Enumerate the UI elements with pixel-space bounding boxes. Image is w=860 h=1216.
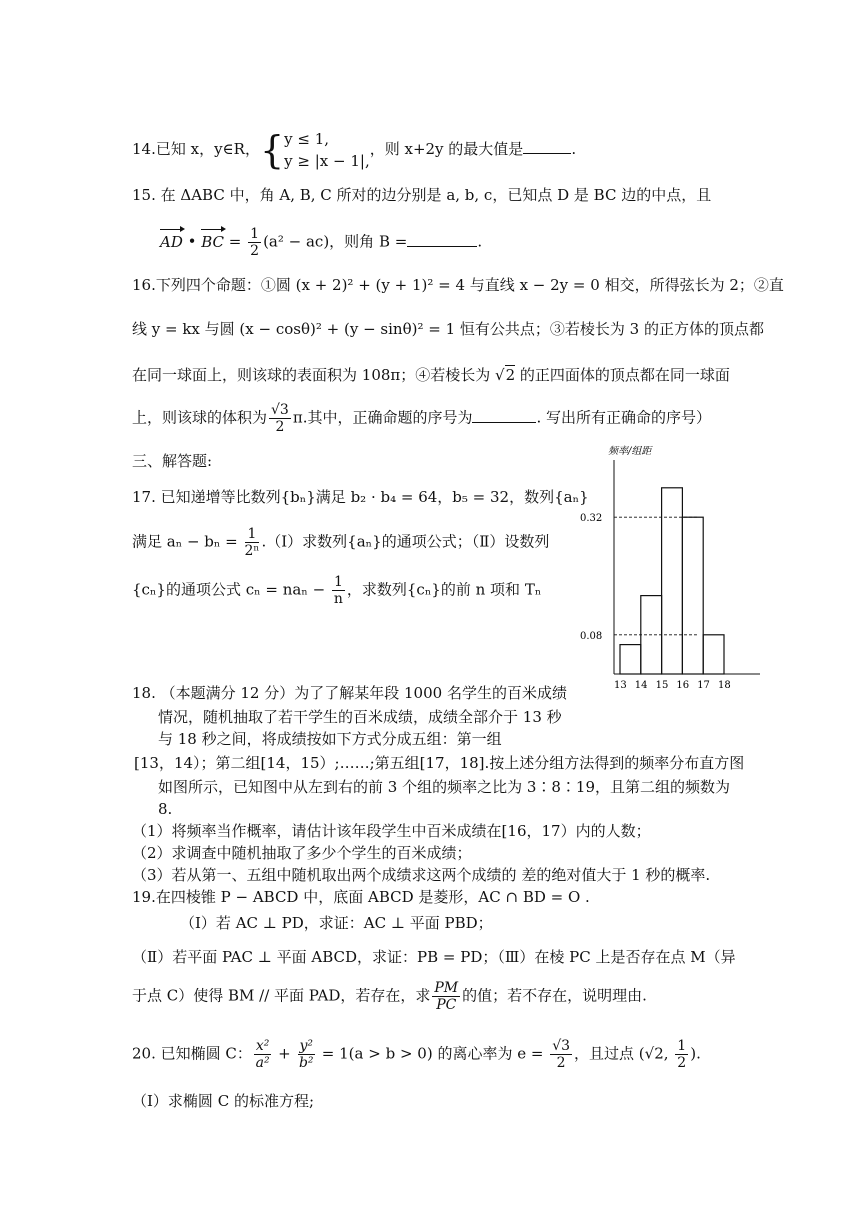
question-18-sub3: （3）若从第一、五组中随机取出两个成绩求这两个成绩的 差的绝对值大于 1 秒的概率. — [132, 866, 711, 884]
vector-ad: AD — [160, 232, 183, 251]
frequency-histogram — [578, 446, 758, 691]
question-15-line1 — [132, 184, 711, 206]
histogram-bar — [662, 488, 683, 674]
question-16-line3: 在同一球面上，则该球的表面积为 108π；④若棱长为 √2 的正四面体的顶点都在同一球面 — [132, 366, 730, 384]
question-20-line2: （Ⅰ）求椭圆 C 的标准方程; — [132, 1092, 314, 1110]
x-tick-label: 16 — [676, 680, 690, 691]
q15-text: 15. 在 ΔABC 中，角 A, B, C 所对的边分别是 a, b, c，已知点 D 是 BC 边的中点，且 — [132, 186, 712, 204]
x-tick-label: 18 — [718, 680, 731, 691]
y-tick-label: 0.08 — [580, 630, 603, 642]
q15-expr: (a² − ac)，则角 B = — [263, 232, 408, 251]
histogram-bar — [703, 635, 724, 674]
question-18-sub1: （1）将频率当作概率，请估计该年段学生中百米成绩在[16，17）内的人数； — [132, 822, 651, 840]
answer-blank-15 — [407, 232, 477, 247]
vector-bc: BC — [201, 232, 225, 251]
x-tick-label: 13 — [614, 680, 627, 691]
section-heading: 三、解答题: — [132, 452, 213, 470]
q14-cond2: y ≥ |x − 1|, — [284, 152, 370, 170]
fraction-half: $\frac{1}{2}$ — [250, 226, 260, 259]
histogram-bar — [620, 645, 641, 674]
brace-icon: { — [259, 128, 285, 172]
question-19-line2: （Ⅰ）若 AC ⊥ PD，求证：AC ⊥ 平面 PBD； — [180, 914, 493, 932]
question-19-line4: 于点 C）使得 BM // 平面 PAD，若存在，求 $\frac{PM}{PC}$ 的值；若不存在，说明理由. — [132, 980, 647, 1013]
x-tick-label: 14 — [634, 680, 648, 691]
question-18-line3: 与 18 秒之间，将成绩按如下方式分成五组：第一组 — [158, 730, 502, 748]
q14-end: . — [571, 140, 577, 158]
question-17-line2: 满足 aₙ − bₙ = $\frac{1}{\text{2ⁿ}}$ .（Ⅰ）求数列{aₙ}的通项公式；（Ⅱ）设数列 — [132, 526, 550, 559]
answer-blank-16 — [472, 408, 536, 423]
question-18-sub2: （2）求调查中随机抽取了多少个学生的百米成绩； — [132, 844, 472, 862]
question-19-line1: 19.在四棱锥 P − ABCD 中，底面 ABCD 是菱形，AC ∩ BD = O . — [132, 888, 590, 906]
question-17-line1: 17. 已知递增等比数列{bₙ}满足 b₂ · b₄ = 64，b₅ = 32，数列{aₙ} — [132, 488, 589, 506]
y-tick-label: 0.32 — [580, 513, 603, 525]
answer-blank-14 — [523, 139, 571, 154]
question-18-line6: 8. — [158, 800, 173, 818]
question-16-line1: 16.下列四个命题：①圆 (x + 2)² + (y + 1)² = 4 与直线 x − 2y = 0 相交，所得弦长为 2；②直 — [132, 276, 784, 294]
question-18-line5: 如图所示，已知图中从左到右的前 3 个组的频率之比为 3∶8∶19，且第二组的频数为 — [158, 778, 731, 796]
histogram-bar — [682, 517, 703, 674]
x-tick-label: 15 — [655, 680, 669, 691]
question-14 — [132, 128, 576, 172]
question-18-line1: 18. （本题满分 12 分）为了了解某年段 1000 名学生的百米成绩 — [132, 684, 567, 702]
q14-prefix: 14.已知 x，y∈R， — [132, 140, 260, 158]
question-16-line4: 上，则该球的体积为 $\frac{√3}{2}$ π.其中，正确命题的序号为 . 写出所有正确命的序号） — [132, 402, 712, 435]
dot-operator: • — [182, 232, 202, 251]
question-15-line2: AD • BC = $\frac{1}{2}$ (a² − ac)，则角 B = . — [160, 226, 483, 259]
question-17-line3: {cₙ}的通项公式 cₙ = naₙ − $\frac{1}{n}$ ，求数列{cₙ}的前 n 项和 Tₙ — [132, 574, 542, 607]
q14-cond1: y ≤ 1, — [284, 130, 330, 148]
fraction-sqrt3-2: $\frac{√3}{2}$ — [271, 402, 289, 435]
question-19-line3: （Ⅱ）若平面 PAC ⊥ 平面 ABCD，求证：PB = PD；（Ⅲ）在棱 PC 上是否存在点 M（异 — [132, 948, 736, 966]
y-axis-label: 频率/组距 — [608, 446, 652, 457]
equals: = — [224, 232, 247, 251]
x-tick-label: 17 — [697, 680, 710, 691]
question-18-line2: 情况，随机抽取了若干学生的百米成绩，成绩全部介于 13 秒 — [158, 708, 562, 726]
question-20-line1: 20. 已知椭圆 C： $\frac{\text{x²}}{\text{a²}}$ + $\frac{\text{y²}}{\text{b²}}$ = 1(a > b > 0) 的离心率为 e = $\frac{√3}{2}$ ，且过点 (√2, $\frac{1}{2}$ ). — [132, 1038, 701, 1071]
q14-suffix: ，则 x+2y 的最大值是 — [369, 140, 524, 158]
question-18-line4: [13，14）；第二组[14，15）;……;第五组[17，18].按上述分组方法得到的频率分布直方图 — [134, 754, 745, 772]
question-16-line2: 线 y = kx 与圆 (x − cosθ)² + (y − sinθ)² = 1 恒有公共点；③若棱长为 3 的正方体的顶点都 — [132, 320, 764, 338]
